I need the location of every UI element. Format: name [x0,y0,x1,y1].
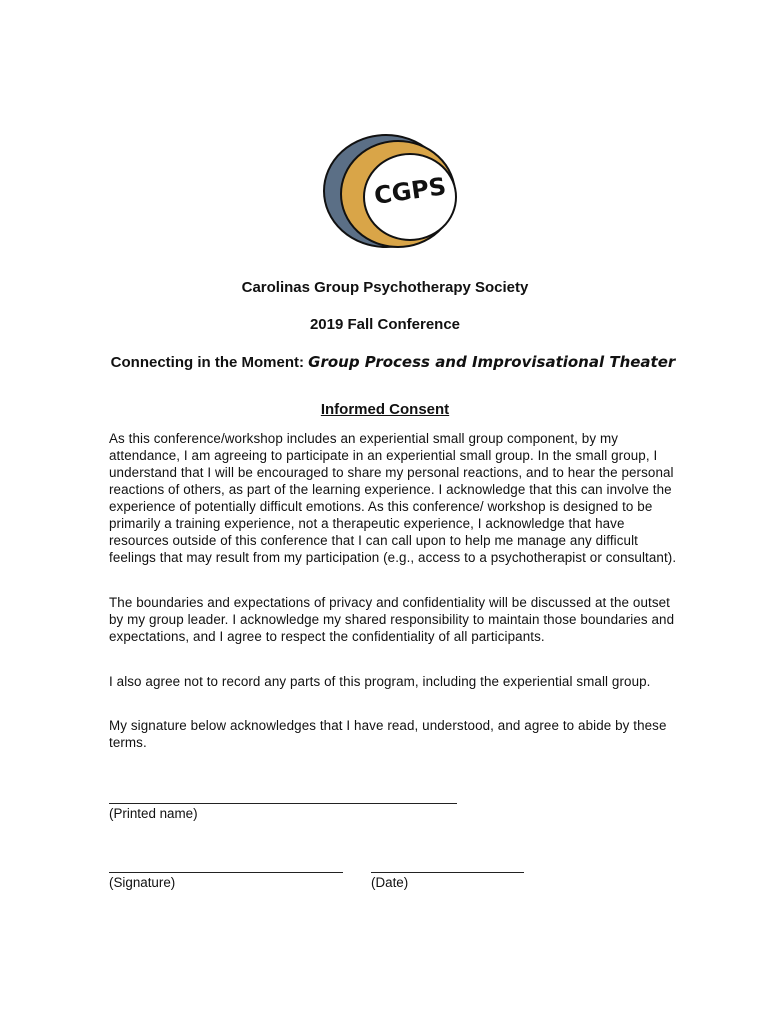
acknowledgement-paragraph: My signature below acknowledges that I have read, understood, and agree to abide by these terms. [109,718,667,750]
consent-paragraph: As this conference/workshop includes an experiential small group component, by my attendance, I am agreeing to participate in an experiential small group. In the small group, I understand that I will be encouraged to share my personal reactions, and to hear the personal reactions of others, as part of the learning experience. I acknowledge that this can involve the experience of potentially difficult emotions. As this conference/ workshop is designed to be primarily a training experience, not a therapeutic experience, I acknowledge that have resources outside of this conference that I can call upon to help me manage any difficult feelings that may result from my participation (e.g., access to a psychotherapist or consultant). [109,431,677,565]
signature-label: (Signature) [109,875,176,890]
cgps-logo [322,133,462,257]
consent-title: Informed Consent [320,401,450,418]
conference-theme [8,353,770,371]
signature-line[interactable] [109,872,343,873]
printed-name-line[interactable] [109,803,457,804]
date-line[interactable] [371,872,524,873]
confidentiality-paragraph: The boundaries and expectations of privacy and confidentiality will be discussed at the outset by my group leader. I acknowledge my shared responsibility to maintain those boundaries and expectations, and I agree to respect the confidentiality of all participants. [109,595,675,644]
recording-paragraph: I also agree not to record any parts of this program, including the experiential small group. [109,674,651,689]
conference-title: 2019 Fall Conference [309,316,461,333]
theme-prefix: Connecting in the Moment: [110,354,309,371]
organization-name: Carolinas Group Psychotherapy Society [241,279,529,296]
date-label: (Date) [371,875,409,890]
logo-text: CGPS [372,172,448,210]
theme-script: Group Process and Improvisational Theater [308,353,676,371]
printed-name-label: (Printed name) [109,806,198,821]
